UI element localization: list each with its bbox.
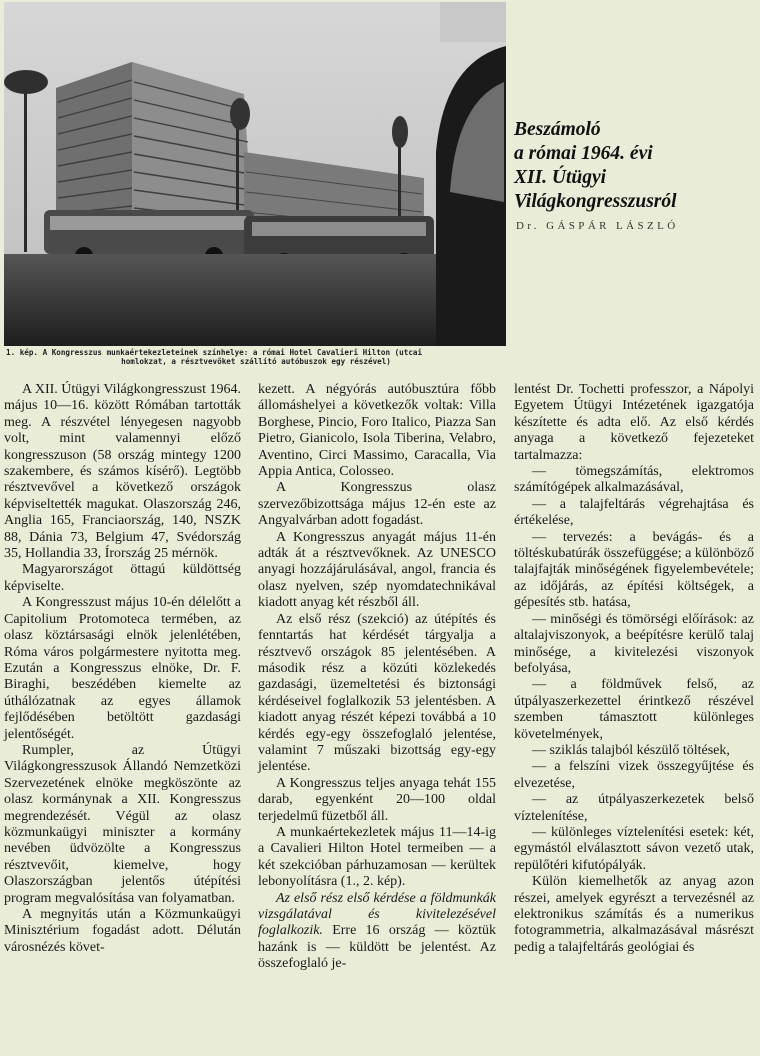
title-line: a római 1964. évi [514, 143, 653, 164]
article-title [514, 118, 754, 214]
caption-line-2: homlokzat, a résztvevőket szállító autóbuszok egy részével) [121, 357, 391, 366]
paragraph: kezett. A négyórás autóbusztúra főbb állomáshelyei a következők voltak: Villa Borghese, Pincio, Foro Italico, Piazza San Pietro, Gianicolo, Isola Tiberina, Velabro, Aventino, Circi Massimo, Caracalla, Via Appia Antica, Colosseo. [258, 382, 496, 480]
list-item: — a felszíni vizek összegyűjtése és elvezetése, [514, 759, 754, 791]
list-item: — a talajfeltárás végrehajtása és értékelése, [514, 496, 754, 529]
photo-caption [6, 348, 506, 366]
list-item: — különleges víztelenítési esetek: két, egymástól elválasztott sávon vezető utak, repülőtéri kifutópályák. [514, 824, 754, 873]
list-item: — tömegszámítás, elektromos számítógépek alkalmazásával, [514, 464, 754, 496]
list-item: — tervezés: a bevágás- és a töltéskubatúrák összefüggése; a különböző talajfajták minőségének figyelembevétele; az időjárás, az építési költségek, a gépesítés stb. hatása, [514, 529, 754, 611]
list-item: — minőségi és tömörségi előírások: az altalajviszonyok, a beépítésre kerülő talaj minősége, a kivitelezési viszonyok befolyása, [514, 611, 754, 676]
list-item: — sziklás talajból készülő töltések, [532, 742, 730, 758]
paragraph: lentést Dr. Tochetti professzor, a Nápolyi Egyetem Útügyi Intézetének igazgatója készítette és adta elő. Az első kérdés anyaga a következő fejezeteket tartalmazza: [514, 382, 754, 463]
article-author: Dr. GÁSPÁR LÁSZLÓ [516, 220, 679, 232]
text-column-2 [258, 382, 496, 973]
list-item: — az útpályaszerkezetek belső víztelenítése, [514, 792, 754, 824]
paragraph: A Kongresszus teljes anyaga tehát 155 darab, egyenként 20—100 oldal terjedelmű füzetből áll. [258, 775, 496, 824]
photo-congress-venue-icon [4, 2, 506, 346]
paragraph: A XII. Útügyi Világkongresszust 1964. május 10—16. között Rómában tartották meg. A részvétel lényegesen nagyobb volt, mint valamennyi előző kongresszuson (58 ország mintegy 1200 szakembere, és számos kísérő). Legtöbb résztvevővel a következő országok képviseltették magukat. Olaszország 246, Anglia 165, Franciaország, 140, NSZK 88, Dánia 73, Belgium 47, Svédország 35, Hollandia 33, Írország 25 mérnök. [4, 382, 241, 562]
italic-lead: Az első rész első kérdése a földmunkák vizsgálatával és kivitelezésével foglalkozik. [258, 890, 496, 939]
paragraph [258, 891, 496, 973]
caption-line-1: 1. kép. A Kongresszus munkaértekezleteinek színhelye: a római Hotel Cavalieri Hilton (utcai [6, 348, 423, 357]
text-column-1 [4, 382, 241, 956]
paragraph: Rumpler, az Útügyi Világkongresszusok Állandó Nemzetközi Szervezetének elnöke megköszönte az olasz kormánynak a XII. Kongresszus megrendezését. Végül az olasz közmunkaügyi miniszter a kormány nevében üdvözölte a Kongresszus résztvevőit, kiemelve, hogy Olaszországban jelentős útépítési program megvalósítása van folyamatban. [4, 742, 241, 906]
title-line: XII. Útügyi [514, 167, 607, 188]
paragraph: A munkaértekezletek május 11—14-ig a Cavalieri Hilton Hotel termeiben — a két szekcióban párhuzamosan — kerültek lebonyolításra (1., 2. kép). [258, 824, 496, 890]
list-item: — a földművek felső, az útpályaszerkezettel érintkező részével szemben támasztott különleges követelmények, [514, 677, 754, 742]
paragraph-rest: Erre 16 ország — köztük hazánk is — küldött be jelentést. Az összefoglaló je- [258, 923, 496, 972]
paragraph: A Kongresszus olasz szervezőbizottsága május 12-én este az Angyalvárban adott fogadást. [258, 480, 496, 529]
congress-venue-photo [4, 2, 506, 346]
paragraph: A Kongresszust május 10-én délelőtt a Capitolium Protomoteca termében, az olasz köztársasági elnök jelenlétében, Róma város polgármestere nyitotta meg. Ezután a Kongresszus elnöke, Dr. F. Biraghi, beszédében kiemelte az úthálózatnak az egyes államok fejlődésében betöltött gazdasági jelentőségét. [4, 595, 241, 742]
paragraph: A megnyitás után a Közmunkaügyi Minisztérium fogadást adott. Délután városnézés követ- [4, 907, 241, 955]
paragraph: Magyarországot öttagú küldöttség képviselte. [4, 562, 241, 594]
text-column-3 [514, 382, 754, 956]
title-line: Világkongresszusról [514, 191, 677, 212]
paragraph: Az első rész (szekció) az útépítés és fenntartás hat kérdését tárgyalja a résztvevő országok 85 jelentésében. A második rész a közúti közlekedés gazdasági, üzemeltetési és biztonsági kérdéseivel foglalkozik 53 jelentésben. A kiadott anyag részét képezi továbbá a 10 kérdés egy-egy összefoglaló jelentése, valamint 7 műszaki bizottság egy-egy jelentése. [258, 611, 496, 775]
paragraph: Külön kiemelhetők az anyag azon részei, amelyek egyrészt a tervezésnél az elektronikus számítás és a numerikus fotogrammetria, alkalmazásával másrészt pedig a talajfeltárás geológiai és [514, 874, 754, 955]
paragraph: A Kongresszus anyagát május 11-én adták át a résztvevőknek. Az UNESCO anyagi hozzájárulásával, angol, francia és olasz nyelven, szép nyomdatechnikával kiadott anyag két részből áll. [258, 529, 496, 611]
title-line: Beszámoló [514, 119, 601, 140]
